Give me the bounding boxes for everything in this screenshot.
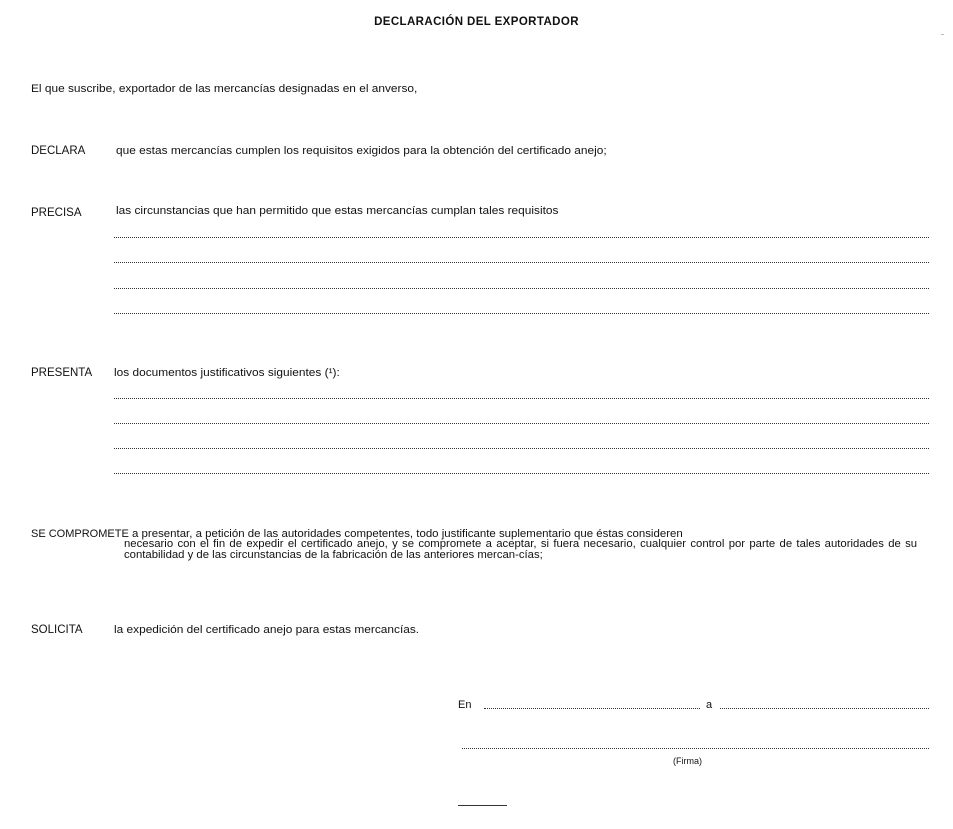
intro-text: El que suscribe, exportador de las mercancías designadas en el anverso, (31, 83, 418, 95)
se-compromete-first-line: a presentar, a petición de las autoridades competentes, todo justificante suplementario que éstas consideren (132, 528, 683, 540)
se-compromete-keyword: SE COMPROMETE (31, 528, 129, 540)
precisa-line-3[interactable] (114, 288, 929, 289)
signature-label: (Firma) (673, 756, 702, 766)
presenta-line-2[interactable] (114, 423, 929, 424)
footnote-separator (458, 805, 507, 806)
precisa-line-2[interactable] (114, 262, 929, 263)
precisa-line-1[interactable] (114, 237, 929, 238)
place-field[interactable] (484, 708, 700, 709)
presenta-line-1[interactable] (114, 398, 929, 399)
page-title: DECLARACIÓN DEL EXPORTADOR (374, 16, 579, 28)
presenta-text: los documentos justificativos siguientes (¹): (114, 367, 340, 379)
date-field[interactable] (720, 708, 929, 709)
solicita-keyword: SOLICITA (31, 624, 83, 636)
signature-field[interactable] (462, 748, 929, 749)
declara-keyword: DECLARA (31, 145, 86, 157)
date-label: a (706, 699, 713, 711)
precisa-line-4[interactable] (114, 313, 929, 314)
place-label: En (458, 699, 472, 711)
presenta-line-4[interactable] (114, 473, 929, 474)
presenta-keyword: PRESENTA (31, 367, 93, 379)
precisa-text: las circunstancias que han permitido que estas mercancías cumplan tales requisitos (116, 205, 559, 217)
scan-mark (941, 34, 944, 35)
precisa-keyword: PRECISA (31, 207, 82, 219)
presenta-line-3[interactable] (114, 448, 929, 449)
solicita-text: la expedición del certificado anejo para estas mercancías. (114, 624, 420, 636)
declara-text: que estas mercancías cumplen los requisitos exigidos para la obtención del certificado anejo; (116, 145, 607, 157)
se-compromete-text: necesario con el fin de expedir el certificado anejo, y se compromete a aceptar, si fuera necesario, cualquier control por parte de tales autoridades de su contabilidad y de las circunstancias de la fabricación de las anteriores mercan-cías; (124, 538, 918, 561)
